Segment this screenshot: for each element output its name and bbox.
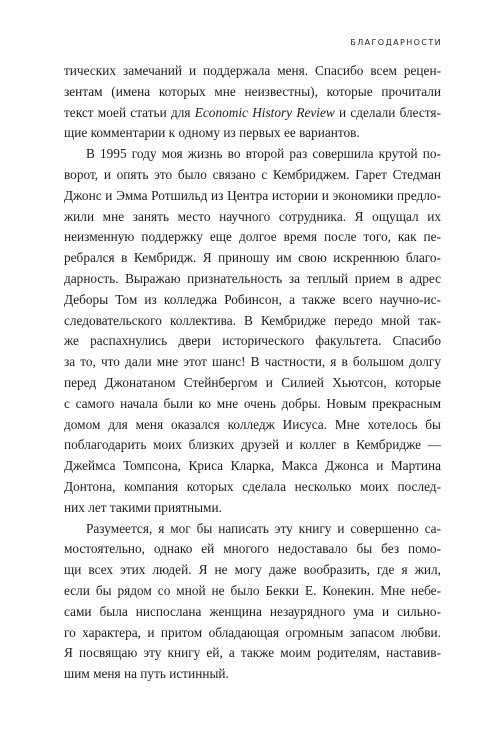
text-line: них лет такими приятными. [64,499,222,515]
text-line: Донтона, компания которых сделала несколько моих послед- [64,478,441,494]
text-segment: текст моей статьи для [64,104,195,120]
text-line: Я посвящаю эту книгу ей, а также моим родителям, наставив- [64,645,441,661]
text-line: мостоятельно, однако ей многого недоставало бы без помо- [64,541,441,557]
text-line: следовательского коллектива. В Кембридже передо мной так- [64,312,441,328]
text-line: ребрался в Кембридж. Я приношу им свою искреннюю благо- [64,250,441,266]
text-line: дарность. Выражаю признательность за теплый прием в адрес [64,270,441,286]
text-line: шим меня на путь истинный. [64,666,229,682]
journal-title: Economic History Review [194,104,335,120]
text-line: домом для меня оказался колледж Иисуса. Мне хотелось бы [64,416,441,432]
text-line: зентам (имена которых мне неизвестны), которые прочитали [64,83,441,99]
paragraph-dedication [64,519,441,685]
text-line: если бы рядом со мной не было Бекки Е. Конекин. Мне небе- [64,582,441,598]
text-segment: и сделали блестя- [334,104,441,120]
text-line: В 1995 году моя жизнь во второй раз совершила крутой по- [86,146,441,162]
text-line: поблагодарить моих близких друзей и коллег в Кембридже — [64,437,441,453]
text-line: Джонс и Эмма Ротшильд из Центра истории и экономики предло- [64,187,441,203]
text-line: жили мне занять место научного сотрудника. Я ощущал их [64,208,441,224]
text-line [64,103,441,124]
text-line: сами была ниспослана женщина незаурядного ума и сильно- [64,603,441,619]
text-line: Разумеется, я мог бы написать эту книгу и совершенно са- [86,520,441,536]
paragraph-cambridge [64,144,441,518]
running-head: БЛАГОДАРНОСТИ [350,38,442,47]
text-line: ворот, и опять это было связано с Кембриджем. Гарет Стедман [64,166,441,182]
text-line: с самого начала были ко мне очень добры. Новым прекрасным [64,395,441,411]
text-line: го характера, и притом обладающая огромным запасом любви. [64,624,441,640]
text-line: перед Джонатаном Стейнбергом и Силией Хьютсон, которые [64,374,441,390]
text-line: тических замечаний и поддержала меня. Спасибо всем рецен- [64,63,441,78]
text-line: щие комментарии к одному из первых ее вариантов. [64,125,360,141]
text-line: за то, что дали мне этот шанс! В частности, я в большом долгу [64,354,441,370]
text-line: Деборы Том из колледжа Робинсон, а также всего научно-ис- [64,291,441,307]
paragraph-continuation [64,61,441,144]
page-body [64,61,441,685]
text-line: щи всех этих людей. Я не могу даже вообразить, где я жил, [64,562,441,578]
text-line: неизменную поддержку еще долгое время после того, как пе- [64,229,441,245]
text-line: Джеймса Томпсона, Криса Кларка, Макса Джонса и Мартина [64,458,441,474]
text-line: же распахнулись двери исторического факультета. Спасибо [64,333,441,349]
